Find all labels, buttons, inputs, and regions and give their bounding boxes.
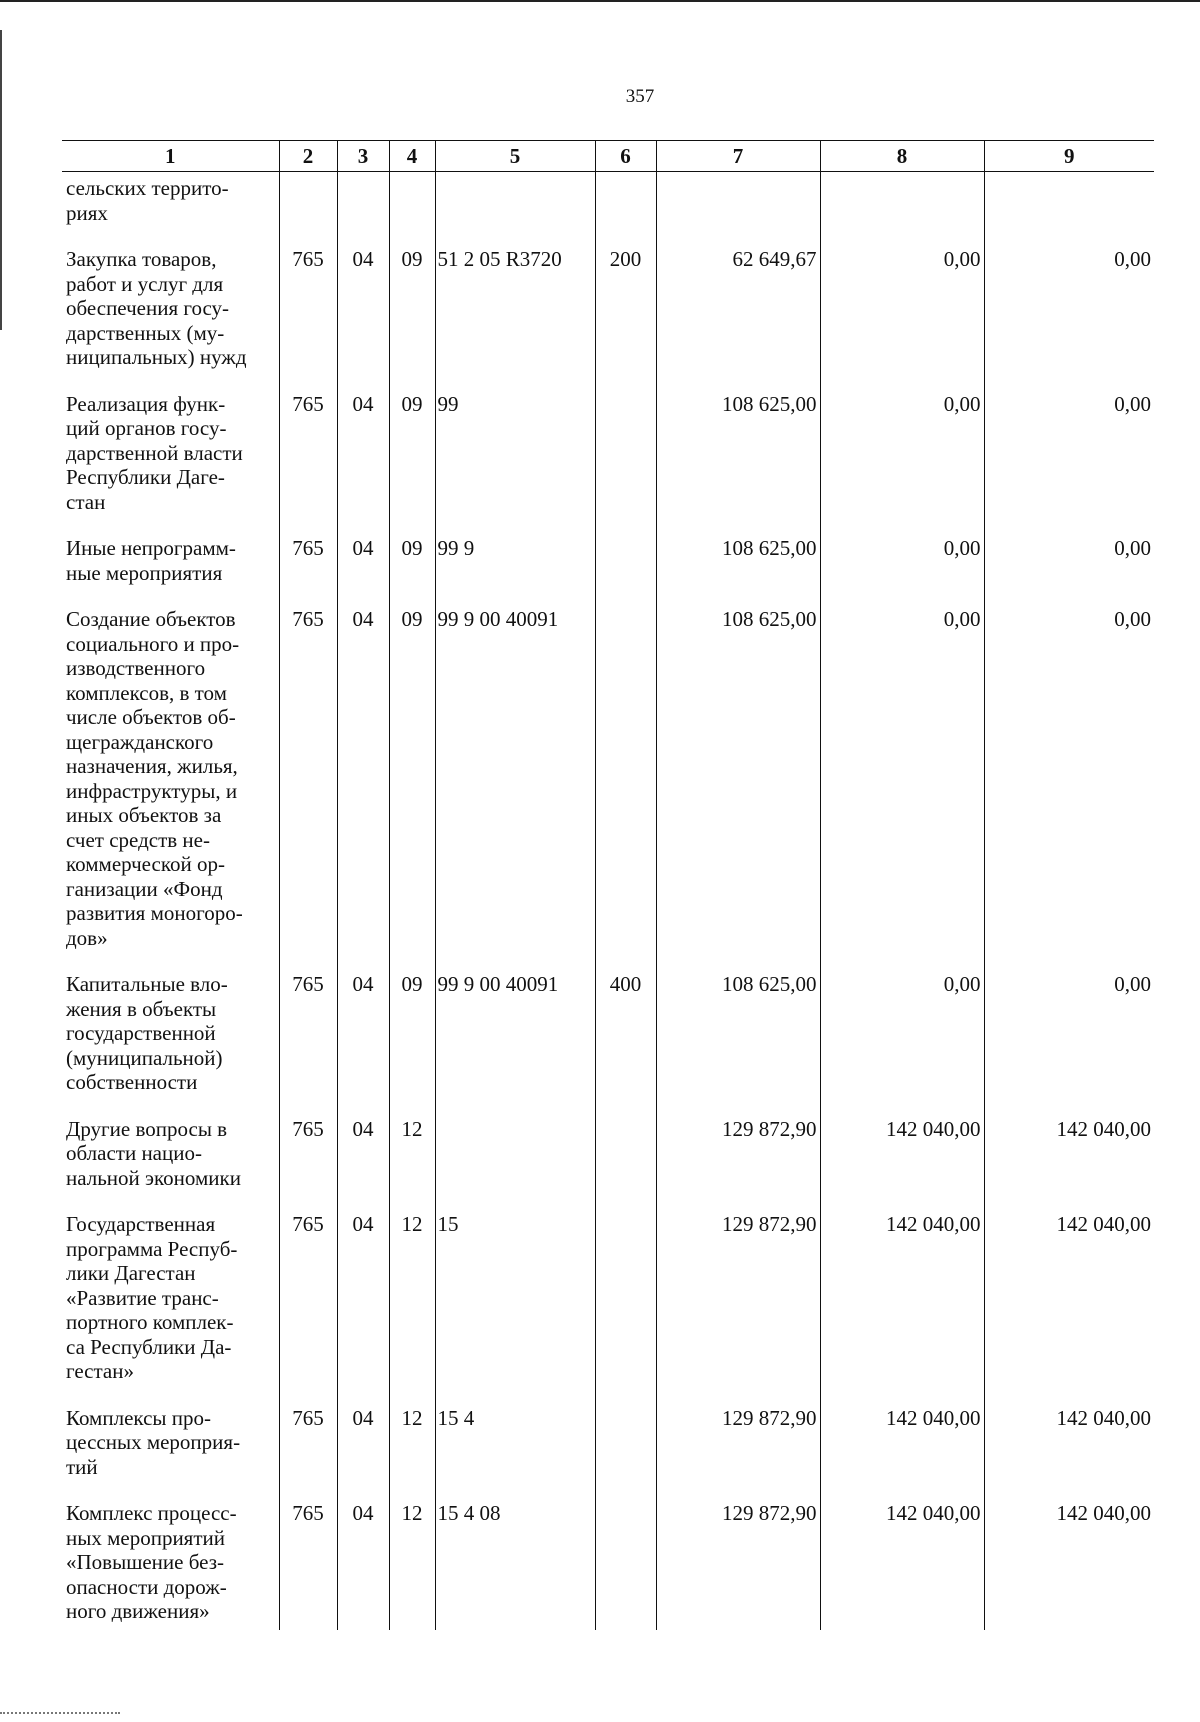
row-amount-9-cell: 142 040,00 [984,1501,1154,1630]
row-code-2-cell [279,172,337,248]
row-code-3-cell [337,172,389,248]
row-name-cell: сельских террито- риях [66,176,229,225]
row-name-cell: Реализация функ- ций органов госу- дарственной власти Республики Даге- стан [66,391,243,514]
row-code-4-cell [389,172,435,248]
row-name-cell: Комплекс процесс- ных мероприятий «Повышение без- опасности дорож- ного движения» [66,1501,237,1623]
row-amount-7-cell: 129 872,90 [656,1501,820,1630]
table-row [62,247,1154,392]
row-code-3-cell: 04 [337,392,389,537]
row-code-4-cell: 12 [389,1501,435,1630]
row-code-3-cell: 04 [337,1212,389,1406]
header-col-4: 4 [389,141,435,172]
header-col-8: 8 [820,141,984,172]
row-code-4-cell: 09 [389,972,435,1117]
header-col-5: 5 [435,141,595,172]
row-code-6-cell [595,1406,656,1502]
row-amount-7-cell: 108 625,00 [656,536,820,607]
row-code-6-cell [595,172,656,248]
budget-table [62,140,1154,1630]
row-code-4-cell: 09 [389,392,435,537]
row-code-6-cell: 200 [595,247,656,392]
row-code-3-cell: 04 [337,1406,389,1502]
row-code-5-cell [435,172,595,248]
row-code-2-cell: 765 [279,1117,337,1213]
row-amount-9-cell: 0,00 [984,536,1154,607]
row-amount-9-cell: 0,00 [984,607,1154,972]
row-amount-9-cell: 142 040,00 [984,1212,1154,1406]
row-code-5-cell: 15 [435,1212,595,1406]
row-amount-7-cell: 108 625,00 [656,392,820,537]
table-row [62,1406,1154,1502]
row-code-4-cell: 09 [389,247,435,392]
row-code-3-cell: 04 [337,1501,389,1630]
row-name-cell: Государственная программа Респуб- лики Дагестан «Развитие транс- портного комплек- са Республики Да- гестан» [66,1212,238,1383]
row-code-5-cell: 99 9 [435,536,595,607]
row-amount-7-cell: 62 649,67 [656,247,820,392]
row-code-2-cell: 765 [279,1406,337,1502]
header-col-7: 7 [656,141,820,172]
row-amount-8-cell: 0,00 [820,972,984,1117]
row-amount-9-cell: 0,00 [984,247,1154,392]
table-row [62,1212,1154,1406]
header-col-2: 2 [279,141,337,172]
header-col-9: 9 [984,141,1154,172]
row-code-5-cell: 51 2 05 R3720 [435,247,595,392]
row-amount-8-cell: 0,00 [820,392,984,537]
row-code-6-cell [595,1501,656,1630]
row-code-6-cell [595,1117,656,1213]
row-name-cell: Комплексы про- цессных мероприя- тий [66,1405,241,1479]
table-body [62,172,1154,1630]
row-amount-7-cell: 129 872,90 [656,1406,820,1502]
row-amount-8-cell: 142 040,00 [820,1406,984,1502]
row-code-4-cell: 12 [389,1212,435,1406]
row-code-3-cell: 04 [337,536,389,607]
row-code-4-cell: 09 [389,536,435,607]
table-row [62,972,1154,1117]
row-amount-7-cell: 129 872,90 [656,1117,820,1213]
table-row [62,172,1154,248]
row-amount-7-cell: 108 625,00 [656,972,820,1117]
row-code-5-cell: 99 9 00 40091 [435,607,595,972]
row-amount-9-cell: 142 040,00 [984,1406,1154,1502]
row-code-6-cell [595,1212,656,1406]
row-code-3-cell: 04 [337,1117,389,1213]
row-code-4-cell: 12 [389,1117,435,1213]
row-amount-8-cell: 142 040,00 [820,1117,984,1213]
header-col-1: 1 [62,141,279,172]
row-amount-9-cell: 0,00 [984,972,1154,1117]
row-code-4-cell: 12 [389,1406,435,1502]
table-row [62,392,1154,537]
row-code-3-cell: 04 [337,607,389,972]
row-code-6-cell [595,607,656,972]
row-amount-8-cell: 0,00 [820,247,984,392]
row-name-cell: Создание объектов социального и про- изводственного комплексов, в том числе объектов об- щегражданского назначения, жилья, инфраструктуры, и иных объектов за счет средств не- коммерческой ор- ганизации «Фонд развития моногоро- дов» [66,607,243,950]
row-code-4-cell: 09 [389,607,435,972]
row-amount-9-cell: 142 040,00 [984,1117,1154,1213]
row-amount-7-cell: 129 872,90 [656,1212,820,1406]
row-code-2-cell: 765 [279,536,337,607]
table-row [62,1117,1154,1213]
row-code-6-cell [595,392,656,537]
table-row [62,536,1154,607]
row-code-2-cell: 765 [279,607,337,972]
header-col-6: 6 [595,141,656,172]
row-code-6-cell: 400 [595,972,656,1117]
row-name-cell: Закупка товаров, работ и услуг для обеспечения госу- дарственных (му- ниципальных) нужд [66,247,247,369]
row-amount-9-cell: 0,00 [984,392,1154,537]
scan-edge-bottom [0,1712,120,1716]
row-code-5-cell: 99 [435,392,595,537]
row-amount-8-cell [820,172,984,248]
row-code-2-cell: 765 [279,1212,337,1406]
row-name-cell: Другие вопросы в области нацио- нальной экономики [66,1116,241,1190]
row-code-2-cell: 765 [279,1501,337,1630]
row-code-3-cell: 04 [337,247,389,392]
row-code-5-cell [435,1117,595,1213]
page-number: 357 [625,86,655,107]
row-amount-8-cell: 142 040,00 [820,1501,984,1630]
row-name-cell: Иные непрограмм- ные мероприятия [66,536,236,585]
row-code-5-cell: 99 9 00 40091 [435,972,595,1117]
header-col-3: 3 [337,141,389,172]
scan-edge-left [0,30,2,330]
table-row [62,1501,1154,1630]
row-amount-8-cell: 0,00 [820,536,984,607]
row-code-5-cell: 15 4 08 [435,1501,595,1630]
row-code-2-cell: 765 [279,392,337,537]
table-header-row [62,141,1154,172]
row-code-2-cell: 765 [279,247,337,392]
row-amount-7-cell [656,172,820,248]
row-name-cell: Капитальные вло- жения в объекты государственной (муниципальной) собственности [66,972,228,1094]
scan-edge-top [0,0,1200,2]
row-amount-8-cell: 0,00 [820,607,984,972]
row-code-2-cell: 765 [279,972,337,1117]
row-code-5-cell: 15 4 [435,1406,595,1502]
row-amount-9-cell [984,172,1154,248]
table-row [62,607,1154,972]
row-amount-7-cell: 108 625,00 [656,607,820,972]
row-code-6-cell [595,536,656,607]
row-amount-8-cell: 142 040,00 [820,1212,984,1406]
row-code-3-cell: 04 [337,972,389,1117]
